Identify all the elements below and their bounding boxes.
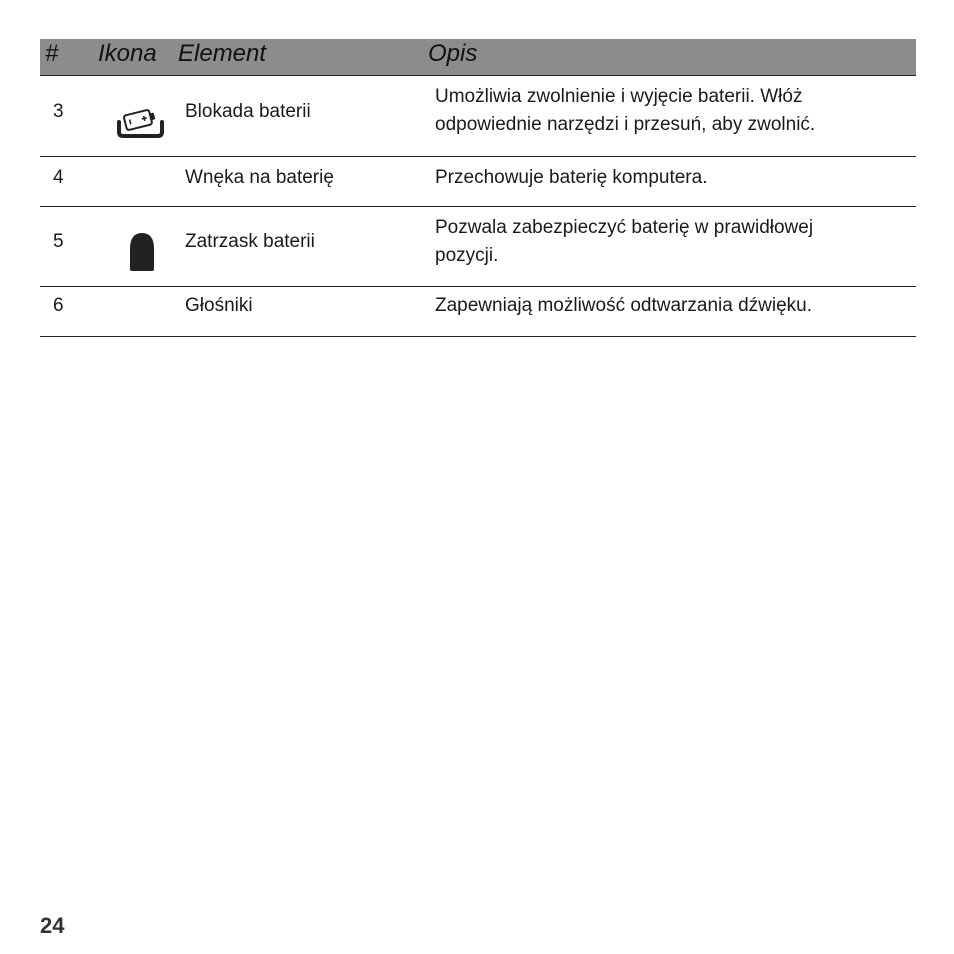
row-description: Zapewniają możliwość odtwarzania dźwięku. [435, 295, 813, 316]
table-header [40, 39, 916, 76]
row-number: 3 [53, 101, 64, 122]
table-row [40, 207, 916, 287]
header-description: Opis [428, 40, 478, 67]
row-description: Umożliwia zwolnienie i wyjęcie baterii. Włóż odpowiednie narzędzi i przesuń, aby zwolnić. [435, 86, 816, 135]
page-number: 24 [40, 913, 65, 938]
row-element: Głośniki [185, 295, 253, 316]
row-description: Przechowuje baterię komputera. [435, 167, 708, 188]
table-row [40, 157, 916, 207]
row-element: Zatrzask baterii [185, 231, 315, 252]
component-table [40, 39, 916, 337]
header-element: Element [178, 40, 267, 67]
row-element: Wnęka na baterię [185, 167, 334, 188]
table-row [40, 76, 916, 157]
header-number: # [45, 40, 59, 67]
row-number: 6 [53, 295, 64, 316]
padlock-icon [126, 229, 158, 279]
row-number: 5 [53, 231, 64, 252]
battery-lock-icon [116, 106, 166, 146]
table-row [40, 287, 916, 337]
row-number: 4 [53, 167, 64, 188]
row-element: Blokada baterii [185, 101, 311, 122]
row-description: Pozwala zabezpieczyć baterię w prawidłowej pozycji. [435, 217, 814, 266]
header-icon: Ikona [98, 40, 157, 67]
